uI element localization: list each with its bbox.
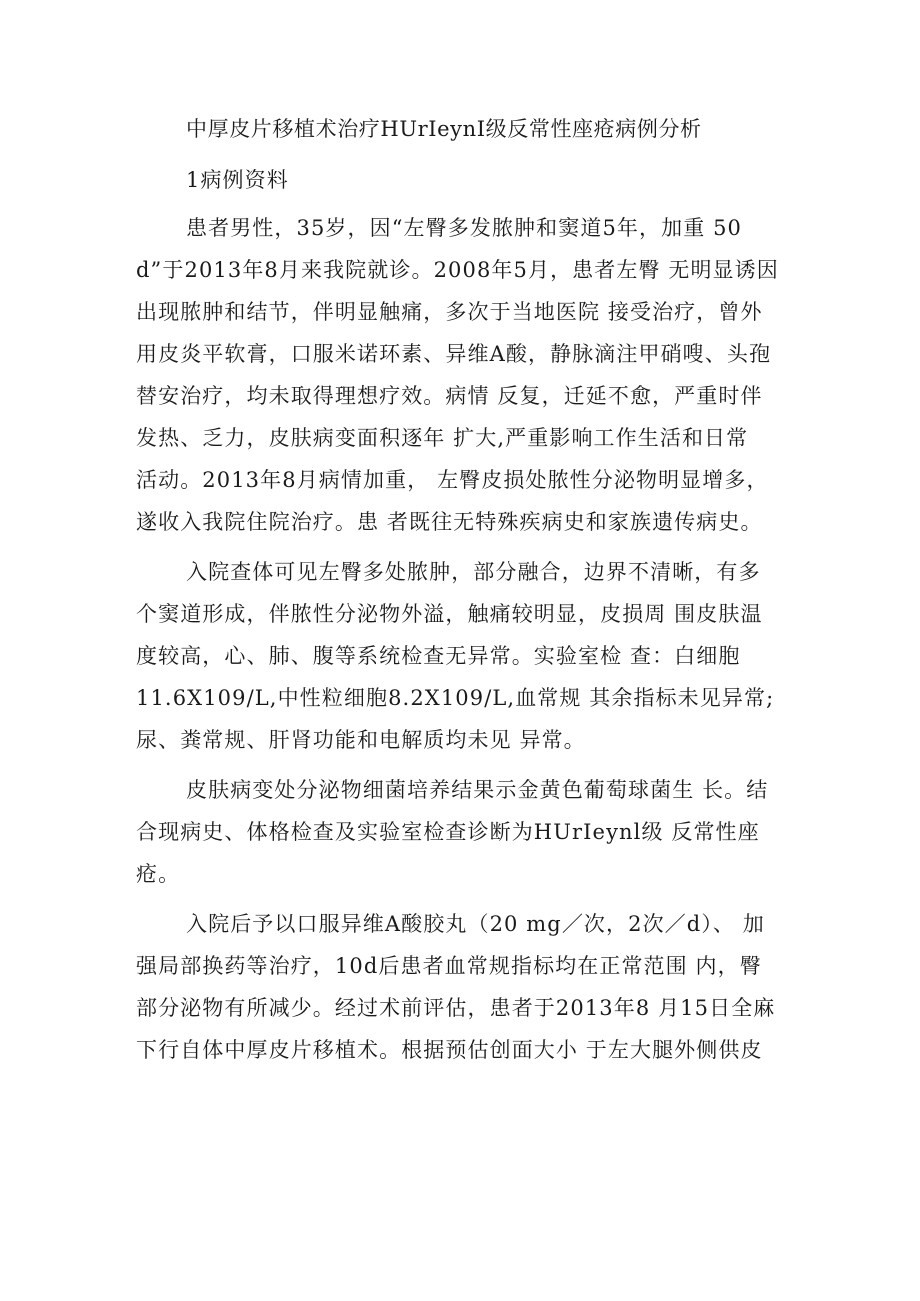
paragraph-1-line-1: 患者男性，35岁，因“左臀多发脓肿和窦道5年，加重 50 (186, 216, 743, 240)
paragraph-1-line-5: 替安治疗，均未取得理想疗效。病情 反复，迁延不愈，严重时伴 (136, 384, 763, 408)
paragraph-1-line-3: 出现脓肿和结节，伴明显触痛，多次于当地医院 接受治疗，曾外 (136, 300, 763, 324)
paragraph-2-line-2: 个窦道形成，伴脓性分泌物外溢，触痛较明显，皮损周 围皮肤温 (136, 602, 763, 626)
paragraph-3-line-1: 皮肤病变处分泌物细菌培养结果示金黄色葡萄球菌生 长。结 (186, 778, 769, 802)
paragraph-2-line-3: 度较高，心、肺、腹等系统检查无异常。实验室检 查：白细胞 (136, 644, 741, 668)
paragraph-2-line-4: 11.6X109/L,中性粒细胞8.2X109/L,血常规 其余指标未见异常; (136, 686, 775, 710)
paragraph-1-line-6: 发热、乏力，皮肤病变面积逐年 扩大,严重影响工作生活和日常 (136, 426, 749, 450)
paragraph-3-line-2: 合现病史、体格检查及实验室检查诊断为HUrIeynl级 反常性座 (136, 820, 760, 844)
paragraph-1-line-2: d”于2013年8月来我院就诊。2008年5月，患者左臀 无明显诱因 (136, 258, 779, 282)
paragraph-2-line-5: 尿、粪常规、肝肾功能和电解质均未见 异常。 (136, 728, 586, 752)
paragraph-2-line-1: 入院查体可见左臀多处脓肿，部分融合，边界不清晰，有多 (186, 560, 761, 584)
paragraph-4-line-3: 部分泌物有所减少。经过术前评估，患者于2013年8 月15日全麻 (136, 996, 776, 1020)
paragraph-1-line-7: 活动。2013年8月病情加重， 左臀皮损处脓性分泌物明显增多， (136, 468, 769, 492)
paragraph-1-line-8: 遂收入我院住院治疗。患 者既往无特殊疾病史和家族遗传病史。 (136, 510, 763, 534)
paragraph-3-line-3: 疮。 (136, 862, 181, 886)
section-heading: 1病例资料 (186, 168, 289, 192)
paragraph-4-line-1: 入院后予以口服异维A酸胶丸（20 mg／次，2次／d）、 加 (186, 912, 765, 936)
paragraph-4-line-2: 强局部换药等治疗，10d后患者血常规指标均在正常范围 内，臀 (136, 954, 762, 978)
document-title: 中厚皮片移植术治疗HUrIeynI级反常性座疮病例分析 (186, 117, 702, 141)
paragraph-4-line-4: 下行自体中厚皮片移植术。根据预估创面大小 于左大腿外侧供皮 (136, 1038, 763, 1062)
paragraph-1-line-4: 用皮炎平软膏，口服米诺环素、异维A酸，静脉滴注甲硝嗖、头孢 (136, 342, 772, 366)
